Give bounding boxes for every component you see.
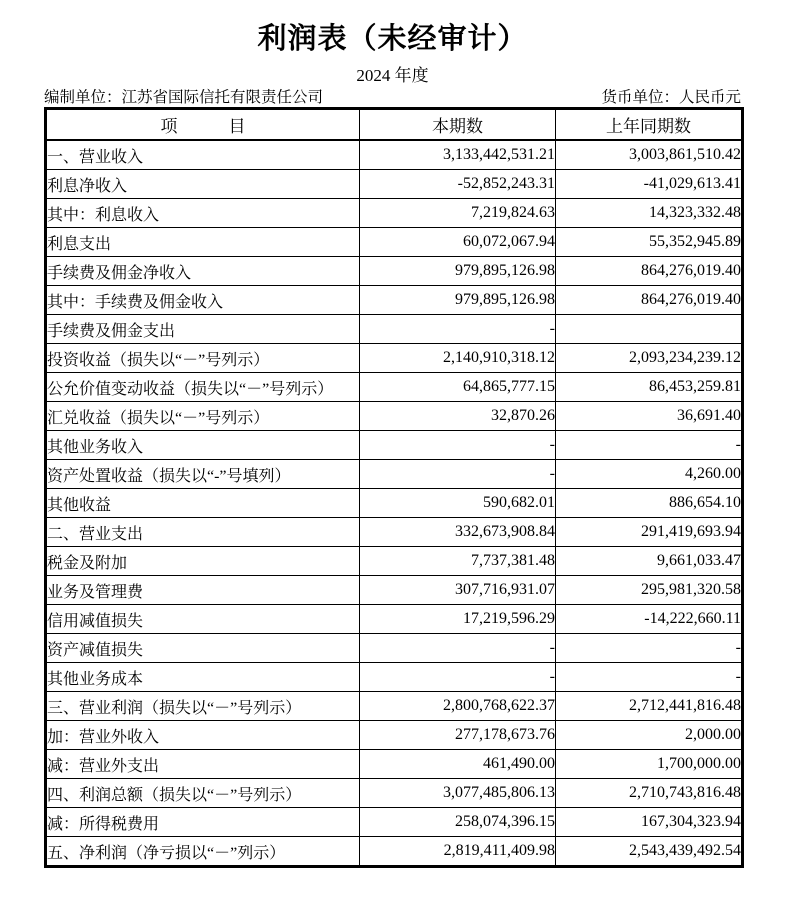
item-cell: 税金及附加 [46,547,360,576]
currency-unit-label: 货币单位：人民币元 [601,89,741,106]
document-title: 利润表（未经审计） [257,23,528,55]
item-cell: 公允价值变动收益（损失以“－”号列示） [46,373,360,402]
document-subtitle: 2024 年度 [356,66,429,85]
prior-period-cell: 2,712,441,816.48 [556,692,743,721]
meta-row [44,85,741,107]
prior-period-cell: - [556,663,743,692]
prior-period-cell: 9,661,033.47 [556,547,743,576]
item-cell: 其中：利息收入 [46,199,360,228]
item-cell: 其中：手续费及佣金收入 [46,286,360,315]
table-row [46,199,743,228]
table-row [46,808,743,837]
table-row [46,547,743,576]
current-period-cell: 3,077,485,806.13 [360,779,556,808]
prior-period-cell: 2,093,234,239.12 [556,344,743,373]
item-cell: 其他收益 [46,489,360,518]
column-header-item: 项 目 [46,109,360,141]
item-cell: 手续费及佣金支出 [46,315,360,344]
table-row [46,721,743,750]
prior-period-cell: 291,419,693.94 [556,518,743,547]
current-period-cell: 32,870.26 [360,402,556,431]
item-cell: 二、营业支出 [46,518,360,547]
prior-period-cell: 2,543,439,492.54 [556,837,743,867]
item-cell: 投资收益（损失以“－”号列示） [46,344,360,373]
item-cell: 其他业务收入 [46,431,360,460]
prior-period-cell: - [556,634,743,663]
current-period-cell: 979,895,126.98 [360,286,556,315]
current-period-cell: 3,133,442,531.21 [360,140,556,170]
prior-period-cell: 886,654.10 [556,489,743,518]
item-cell: 四、利润总额（损失以“－”号列示） [46,779,360,808]
table-row [46,489,743,518]
table-row [46,750,743,779]
table-row [46,286,743,315]
current-period-cell: 258,074,396.15 [360,808,556,837]
table-row [46,460,743,489]
prior-period-cell: 167,304,323.94 [556,808,743,837]
prior-period-cell: -41,029,613.41 [556,170,743,199]
current-period-cell: 7,219,824.63 [360,199,556,228]
prior-period-cell: 14,323,332.48 [556,199,743,228]
current-period-cell: 64,865,777.15 [360,373,556,402]
table-row [46,605,743,634]
item-cell: 减：营业外支出 [46,750,360,779]
column-header-prior-period: 上年同期数 [556,109,743,141]
current-period-cell: 307,716,931.07 [360,576,556,605]
current-period-cell: 17,219,596.29 [360,605,556,634]
current-period-cell: 590,682.01 [360,489,556,518]
table-row [46,402,743,431]
current-period-cell: - [360,431,556,460]
current-period-cell: -52,852,243.31 [360,170,556,199]
item-cell: 五、净利润（净亏损以“－”列示） [46,837,360,867]
item-cell: 其他业务成本 [46,663,360,692]
item-cell: 利息净收入 [46,170,360,199]
prior-period-cell: 4,260.00 [556,460,743,489]
prior-period-cell: 86,453,259.81 [556,373,743,402]
item-cell: 手续费及佣金净收入 [46,257,360,286]
column-header-current-period: 本期数 [360,109,556,141]
table-row [46,170,743,199]
item-cell: 资产处置收益（损失以“-”号填列） [46,460,360,489]
item-cell: 减：所得税费用 [46,808,360,837]
prior-period-cell: 3,003,861,510.42 [556,140,743,170]
item-cell: 加：营业外收入 [46,721,360,750]
table-row [46,663,743,692]
table-row [46,373,743,402]
prior-period-cell: 295,981,320.58 [556,576,743,605]
current-period-cell: 2,819,411,409.98 [360,837,556,867]
prior-period-cell: 864,276,019.40 [556,257,743,286]
item-cell: 业务及管理费 [46,576,360,605]
current-period-cell: 979,895,126.98 [360,257,556,286]
table-row [46,837,743,867]
prior-period-cell [556,315,743,344]
prior-period-cell: 36,691.40 [556,402,743,431]
current-period-cell: - [360,634,556,663]
table-row [46,576,743,605]
item-cell: 资产减值损失 [46,634,360,663]
item-cell: 信用减值损失 [46,605,360,634]
table-body [46,140,743,867]
item-cell: 三、营业利润（损失以“－”号列示） [46,692,360,721]
prepared-by-label: 编制单位：江苏省国际信托有限责任公司 [44,89,324,106]
prior-period-cell: 1,700,000.00 [556,750,743,779]
item-cell: 一、营业收入 [46,140,360,170]
table-row [46,634,743,663]
table-row [46,779,743,808]
prior-period-cell: 2,710,743,816.48 [556,779,743,808]
item-cell: 利息支出 [46,228,360,257]
table-row [46,315,743,344]
table-row [46,140,743,170]
prior-period-cell: 864,276,019.40 [556,286,743,315]
current-period-cell: 332,673,908.84 [360,518,556,547]
current-period-cell: 7,737,381.48 [360,547,556,576]
current-period-cell: 60,072,067.94 [360,228,556,257]
table-row [46,344,743,373]
prior-period-cell: - [556,431,743,460]
current-period-cell: 2,140,910,318.12 [360,344,556,373]
table-row [46,431,743,460]
prior-period-cell: -14,222,660.11 [556,605,743,634]
table-row [46,228,743,257]
table-row [46,692,743,721]
current-period-cell: 2,800,768,622.37 [360,692,556,721]
income-statement-table [44,107,744,868]
current-period-cell: - [360,315,556,344]
prior-period-cell: 55,352,945.89 [556,228,743,257]
header-row [46,109,743,141]
current-period-cell: - [360,460,556,489]
prior-period-cell: 2,000.00 [556,721,743,750]
current-period-cell: 461,490.00 [360,750,556,779]
current-period-cell: - [360,663,556,692]
table-row [46,518,743,547]
item-cell: 汇兑收益（损失以“－”号列示） [46,402,360,431]
table-row [46,257,743,286]
current-period-cell: 277,178,673.76 [360,721,556,750]
